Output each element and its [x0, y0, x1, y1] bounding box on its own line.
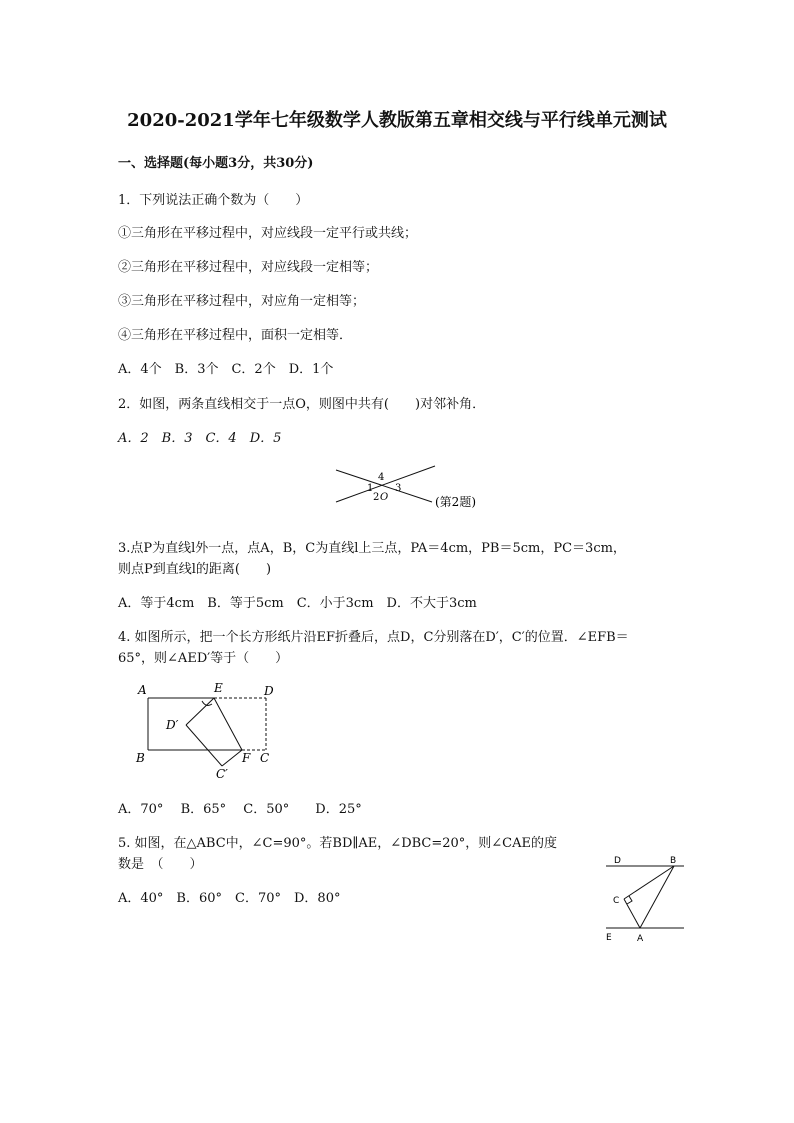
q2-figure	[330, 460, 500, 518]
q1-statement-3: ③三角形在平移过程中，对应角一定相等；	[118, 294, 366, 309]
q5-label-d: D	[614, 856, 621, 866]
q1-options: A．4个 B．3个 C．2个 D．1个	[118, 362, 334, 377]
q1-statement-4: ④三角形在平移过程中，面积一定相等．	[118, 328, 353, 343]
q4-options: A．70° B．65° C．50° D．25°	[118, 802, 362, 817]
q4-label-c: C	[260, 751, 270, 765]
q4-segment-ed-prime	[186, 698, 214, 725]
q1-statement-1: ①三角形在平移过程中，对应线段一定平行或共线；	[118, 226, 418, 241]
q5-line-2: 数是 （ ）	[118, 857, 203, 872]
q4-label-d-prime: D′	[166, 718, 179, 732]
q4-line-1: 4. 如图所示，把一个长方形纸片沿EF折叠后，点D，C分别落在D′，C′的位置．∠EFB＝	[118, 630, 629, 645]
q5-label-e: E	[606, 933, 612, 943]
q5-segment-ca	[624, 899, 640, 928]
q4-label-c-prime: C′	[216, 767, 228, 781]
q4-label-b: B	[136, 751, 145, 765]
q4-line-2: 65°，则∠AED′等于（ ）	[118, 651, 289, 666]
q4-label-f: F	[242, 751, 251, 765]
q4-segment-c-prime-f	[222, 750, 242, 766]
q5-figure	[600, 850, 692, 946]
q2-angle-3-label: 3	[395, 483, 402, 494]
q2-angle-1-label: 1	[367, 483, 374, 494]
q5-segment-bc	[624, 866, 674, 899]
q3-options: A．等于4cm B．等于5cm C．小于3cm D．不大于3cm	[118, 596, 477, 611]
q2-options: A．2 B．3 C．4 D．5	[118, 431, 282, 446]
q2-figure-caption: (第2题)	[435, 495, 476, 509]
q4-label-e: E	[214, 681, 223, 695]
q1-statement-2: ②三角形在平移过程中，对应线段一定相等；	[118, 260, 379, 275]
q5-label-c: C	[613, 896, 620, 906]
section-heading: 一、选择题(每小题3分，共30分)	[118, 156, 314, 171]
q2-angle-2-label: 2	[373, 492, 380, 503]
q4-figure	[130, 678, 290, 782]
q2-angle-4-label: 4	[378, 472, 385, 483]
q3-line-1: 3.点P为直线l外一点，点A，B，C为直线l上三点，PA＝4cm，PB＝5cm，PC＝3cm，	[118, 541, 626, 556]
q4-label-a: A	[138, 683, 147, 697]
q5-right-angle-mark	[627, 896, 632, 904]
q5-line-1: 5. 如图，在△ABC中，∠C=90°。若BD∥AE，∠DBC=20°，则∠CAE的度	[118, 836, 558, 851]
q2-stem: 2．如图，两条直线相交于一点O，则图中共有( )对邻补角．	[118, 397, 486, 412]
q5-options: A．40° B．60° C．70° D．80°	[118, 891, 341, 906]
page-title: 2020-2021学年七年级数学人教版第五章相交线与平行线单元测试	[127, 110, 667, 131]
q5-segment-ba	[640, 866, 674, 928]
q5-label-a: A	[637, 934, 644, 944]
q2-point-o-label: O	[380, 492, 389, 503]
q3-line-2: 则点P到直线l的距离( )	[118, 562, 272, 577]
q4-label-d: D	[264, 684, 274, 698]
q5-label-b: B	[670, 856, 677, 866]
q4-fold-line-ef	[214, 698, 242, 750]
q4-segment-d-prime-c-prime	[186, 725, 222, 766]
q1-stem: 1．下列说法正确个数为（ ）	[118, 193, 309, 208]
